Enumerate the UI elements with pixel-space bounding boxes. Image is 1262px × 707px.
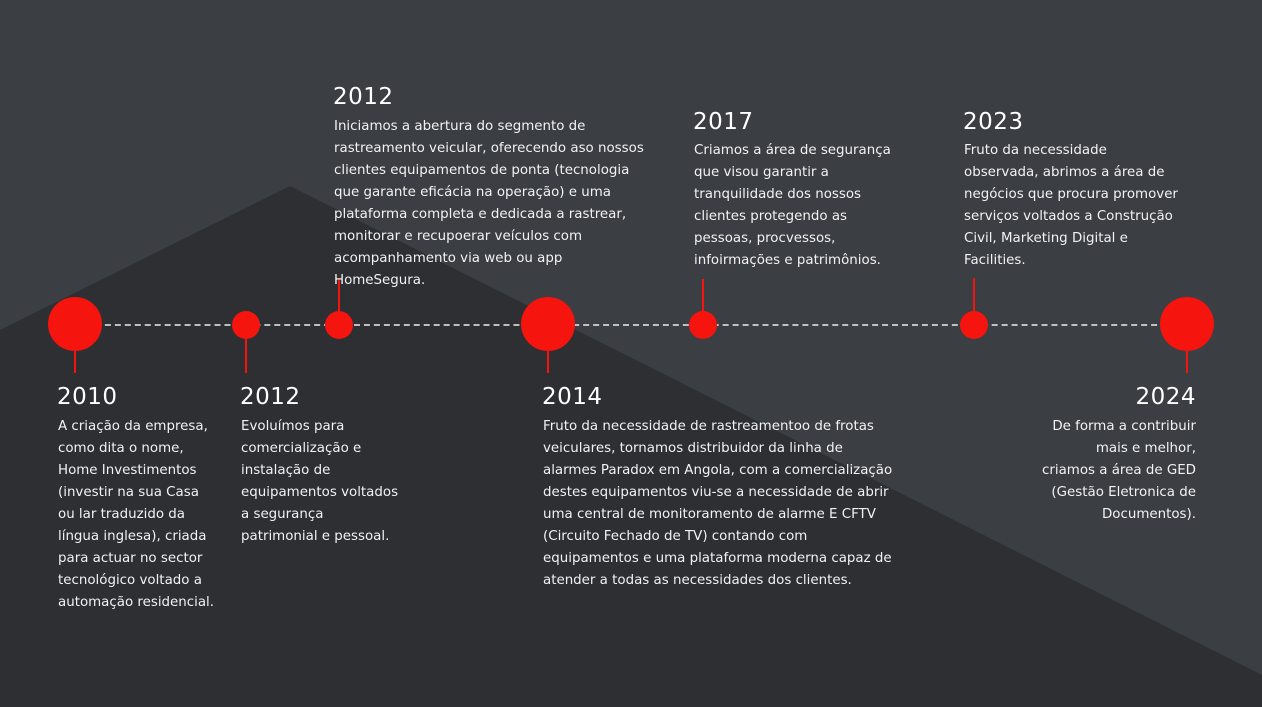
- event-year-2023: 2023: [963, 109, 1024, 135]
- timeline-marker-2012-b[interactable]: [325, 311, 353, 339]
- timeline-marker-2014[interactable]: [521, 297, 575, 351]
- marker-stem: [547, 351, 549, 373]
- timeline-marker-2023[interactable]: [960, 311, 988, 339]
- marker-stem: [1186, 351, 1188, 373]
- event-year-2017: 2017: [693, 109, 754, 135]
- event-description-2023: Fruto da necessidade observada, abrimos a área de negócios que procura promover serviços voltados a Construção Civil, Marketing Digital e Facilities.: [964, 143, 1178, 268]
- event-year-2012-a: 2012: [240, 384, 301, 410]
- marker-stem: [702, 279, 704, 311]
- marker-stem: [245, 339, 247, 373]
- event-description-2012-a: Evoluímos para comercialização e instalação de equipamentos voltados a segurança patrimonial e pessoal.: [241, 419, 399, 544]
- event-description-2014: Fruto da necessidade de rastreamentoo de frotas veiculares, tornamos distribuidor da linha de alarmes Paradox em Angola, com a comercialização destes equipamentos viu-se a necessidade de abrir uma central de monitoramento de alarme E CFTV (Circuito Fechado de TV) contando com equipamentos e uma plataforma moderna capaz de atender a todas as necessidades dos clientes.: [543, 419, 893, 588]
- timeline-marker-2024[interactable]: [1160, 297, 1214, 351]
- event-description-2024: De forma a contribuir mais e melhor, criamos a área de GED (Gestão Eletronica de Documentos).: [1042, 419, 1196, 522]
- event-description-2010: A criação da empresa, como dita o nome, Home Investimentos (investir na sua Casa ou lar traduzido da língua inglesa), criada para actuar no sector tecnológico voltado a automação residencial.: [58, 419, 215, 610]
- timeline-marker-2017[interactable]: [689, 311, 717, 339]
- event-description-2012-b: Iniciamos a abertura do segmento de rastreamento veicular, oferecendo aso nossos clientes equipamentos de ponta (tecnologia que garante eficácia na operação) e uma plataforma completa e dedicada a rastrear, monitorar e recupoerar veículos com acompanhamento via web ou app HomeSegura.: [334, 119, 644, 288]
- event-description-2017: Criamos a área de segurança que visou garantir a tranquilidade dos nossos clientes protegendo as pessoas, procvessos, infoirmações e patrimônios.: [694, 143, 891, 268]
- timeline-marker-2010[interactable]: [48, 297, 102, 351]
- marker-stem: [74, 351, 76, 373]
- timeline-marker-2012-a[interactable]: [232, 311, 260, 339]
- marker-stem: [973, 278, 975, 311]
- event-year-2010: 2010: [57, 384, 118, 410]
- event-year-2012-b: 2012: [333, 84, 394, 110]
- event-year-2024: 2024: [1135, 384, 1196, 410]
- event-year-2014: 2014: [542, 384, 603, 410]
